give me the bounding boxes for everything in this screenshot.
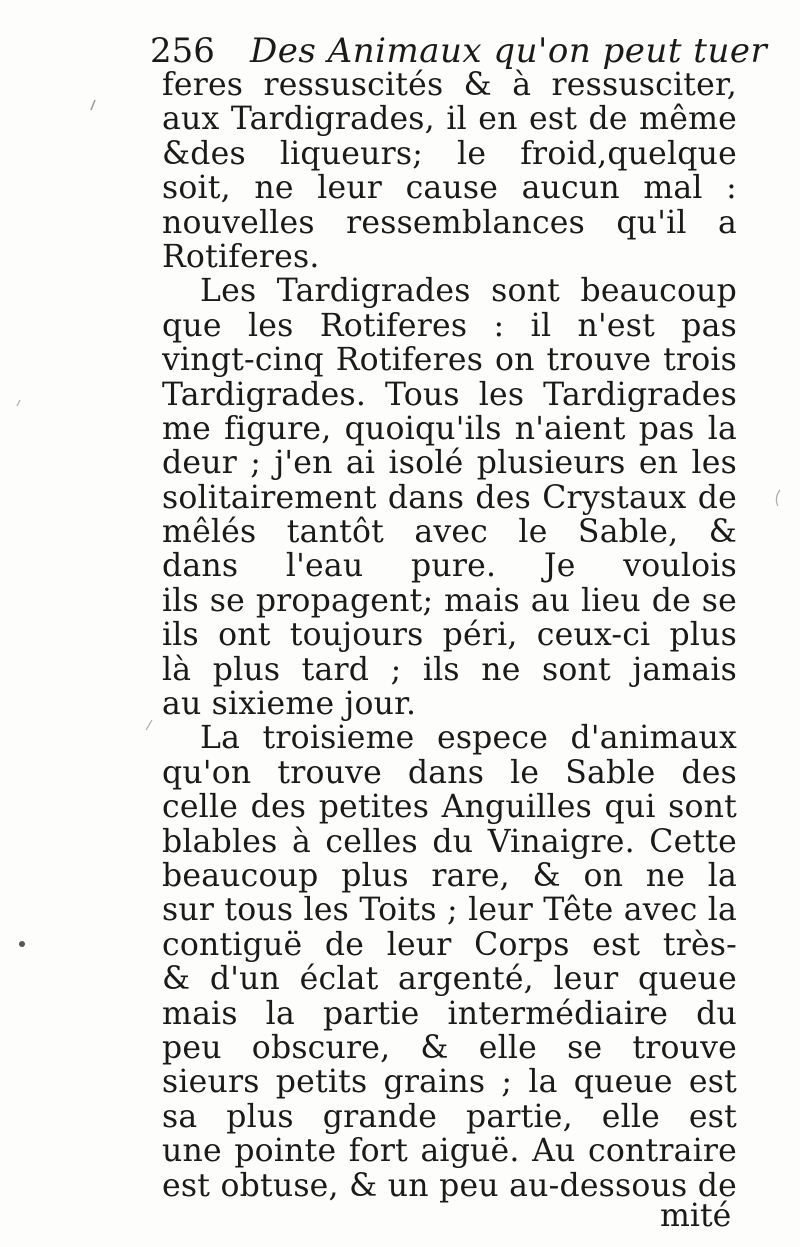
text-line: ils ont toujours péri, ceux-ci plus [162,618,737,653]
text-line: contiguë de leur Corps est très- [162,927,737,963]
text-line: est obtuse, & un peu au-dessous de [162,1168,737,1203]
text-line: sieurs petits grains ; la queue est [162,1065,737,1100]
paragraph-start-line: Les Tardigrades sont beaucoup [200,274,737,309]
text-line: & d'un éclat argenté, leur queue [162,962,737,997]
margin-mark [17,400,20,406]
text-line: sur tous les Toits ; leur Tête avec la [162,893,737,928]
text-line: me figure, quoiqu'ils n'aient pas la [162,411,737,447]
body-text [162,68,737,1203]
running-title: Des Animaux qu'on peut tuer [250,31,768,71]
ink-speck [19,941,25,947]
text-line: une pointe fort aiguë. Au contraire [162,1134,737,1169]
margin-mark [776,490,780,506]
text-line: aux Tardigrades, il en est de même [162,102,737,137]
text-line: peu obscure, & elle se trouve [162,1030,737,1066]
page-number: 256 [150,31,215,71]
margin-mark [146,720,152,730]
text-line: là plus tard ; ils ne sont jamais [162,652,737,688]
text-line: Tardigrades. Tous les Tardigrades [162,377,737,412]
text-line: dans l'eau pure. Je voulois [162,549,737,584]
text-line: ils se propagent; mais au lieu de se [162,583,737,619]
text-line: beaucoup plus rare, & on ne la [162,858,737,894]
paragraph-start-line: La troisieme espece d'animaux [200,721,737,756]
text-line: que les Rotiferes : il n'est pas [162,308,737,344]
text-line: Rotiferes. [162,238,320,275]
text-line: au sixieme jour. [162,686,417,723]
text-line: deur ; j'en ai isolé plusieurs en les [162,446,737,481]
text-line: feres ressuscités & à ressusciter, [162,68,737,103]
text-line: soit, ne leur cause aucun mal : [162,171,737,206]
text-line: qu'on trouve dans le Sable des [162,755,737,791]
text-line: &des liqueurs; le froid,quelque [162,136,737,172]
text-line: solitairement dans des Crystaux de [162,480,737,516]
text-line: vingt-cinq Rotiferes on trouve trois [162,343,737,378]
text-line: blables à celles du Vinaigre. Cette [162,824,737,859]
text-line: sa plus grande partie, elle est [162,1099,737,1135]
text-line: mais la partie intermédiaire du [162,996,737,1031]
margin-mark [91,100,95,110]
text-line: celle des petites Anguilles qui sont [162,790,737,825]
text-line: mêlés tantôt avec le Sable, & [162,515,737,550]
text-line: nouvelles ressemblances qu'il a [162,205,737,240]
catchword: mité [660,1198,732,1234]
